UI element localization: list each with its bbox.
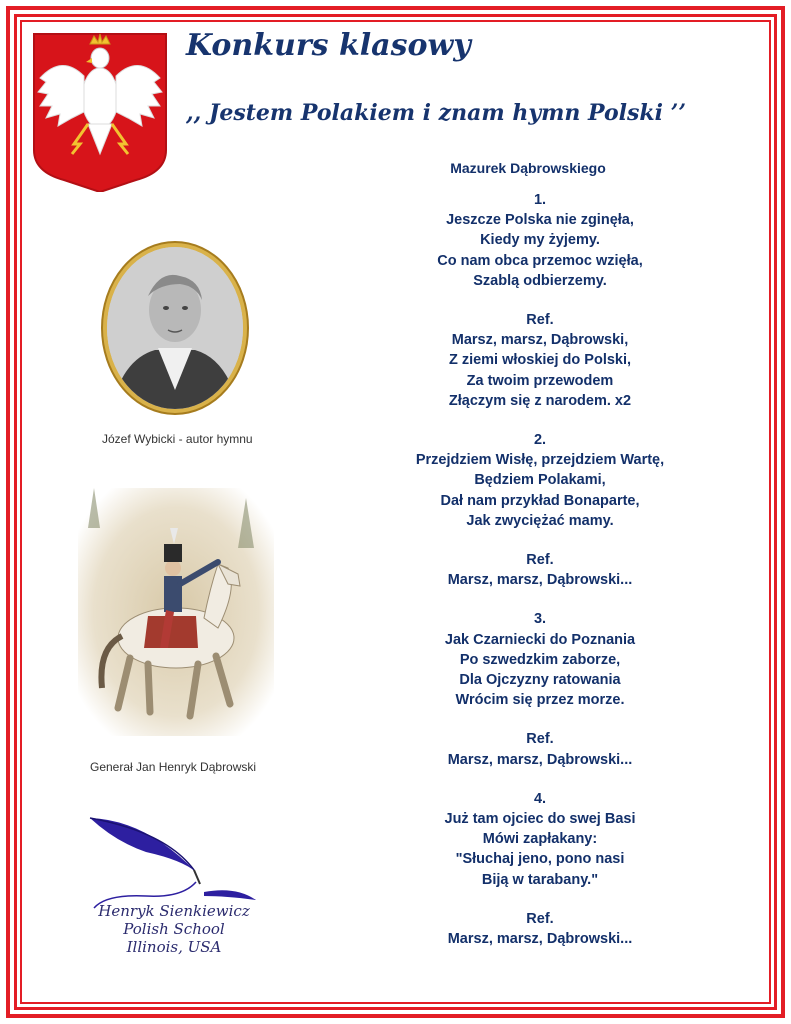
lyric-line: Marsz, marsz, Dąbrowski... — [447, 572, 633, 589]
stanza-heading: Ref. — [526, 312, 554, 329]
wybicki-portrait — [100, 240, 250, 416]
page-subtitle: ,, Jestem Polakiem i znam hymn Polski ’’ — [186, 100, 686, 126]
stanza-gap — [380, 411, 700, 430]
lyric-line: Mówi zapłakany: — [482, 831, 598, 848]
lyric-line: Marsz, marsz, Dąbrowski... — [447, 751, 633, 768]
lyric-line: Jak zwyciężać mamy. — [466, 512, 614, 529]
dabrowski-painting — [78, 488, 274, 736]
school-name-line-1: Henryk Sienkiewicz — [98, 902, 250, 920]
polish-eagle-emblem — [32, 32, 168, 192]
stanza-heading: Ref. — [526, 731, 554, 748]
stanza-gap — [380, 531, 700, 550]
lyric-line: Marsz, marsz, Dąbrowski, — [451, 332, 629, 349]
lyric-line: Przejdziem Wisłę, przejdziem Wartę, — [415, 452, 665, 469]
lyric-line: Z ziemi włoskiej do Polski, — [448, 352, 632, 369]
anthem-title: Mazurek Dąbrowskiego — [450, 160, 606, 176]
lyric-line: Będziem Polakami, — [474, 472, 606, 489]
lyric-line: Biją w tarabany." — [481, 871, 599, 888]
anthem-lyrics — [380, 190, 700, 949]
stanza-heading: 3. — [533, 611, 547, 628]
lyric-line: Dał nam przykład Bonaparte, — [440, 492, 640, 509]
stanza-gap — [380, 890, 700, 909]
lyric-line: Dla Ojczyzny ratowania — [459, 672, 621, 689]
stanza-gap — [380, 291, 700, 310]
stanza-heading: 1. — [533, 192, 547, 208]
stanza-gap — [380, 710, 700, 729]
lyric-line: Kiedy my żyjemy. — [480, 232, 600, 249]
lyric-line: Szablą odbierzemy. — [473, 272, 607, 289]
lyric-line: Wrócim się przez morze. — [455, 692, 625, 709]
portrait-caption: Józef Wybicki - autor hymnu — [102, 432, 253, 446]
stanza-heading: Ref. — [526, 910, 554, 927]
school-name-line-2: Polish School — [123, 920, 225, 938]
lyric-line: Już tam ojciec do swej Basi — [444, 811, 636, 828]
stanza-heading: 2. — [533, 432, 547, 449]
lyric-line: Co nam obca przemoc wzięła, — [437, 252, 643, 269]
stanza-gap — [380, 590, 700, 609]
stanza-heading: Ref. — [526, 552, 554, 569]
school-location: Illinois, USA — [126, 938, 222, 956]
lyric-line: "Słuchaj jeno, pono nasi — [455, 851, 625, 868]
stanza-heading: 4. — [533, 790, 547, 807]
lyric-line: Jak Czarniecki do Poznania — [444, 631, 636, 648]
lyric-line: Złączym się z narodem. x2 — [448, 392, 632, 409]
lyric-line: Jeszcze Polska nie zginęła, — [446, 212, 634, 229]
lyric-line: Marsz, marsz, Dąbrowski... — [447, 931, 633, 948]
page-title: Konkurs klasowy — [186, 28, 471, 63]
stanza-gap — [380, 770, 700, 789]
lyric-line: Za twoim przewodem — [466, 372, 614, 389]
painting-caption: Generał Jan Henryk Dąbrowski — [90, 760, 257, 774]
lyric-line: Po szwedzkim zaborze, — [459, 651, 621, 668]
